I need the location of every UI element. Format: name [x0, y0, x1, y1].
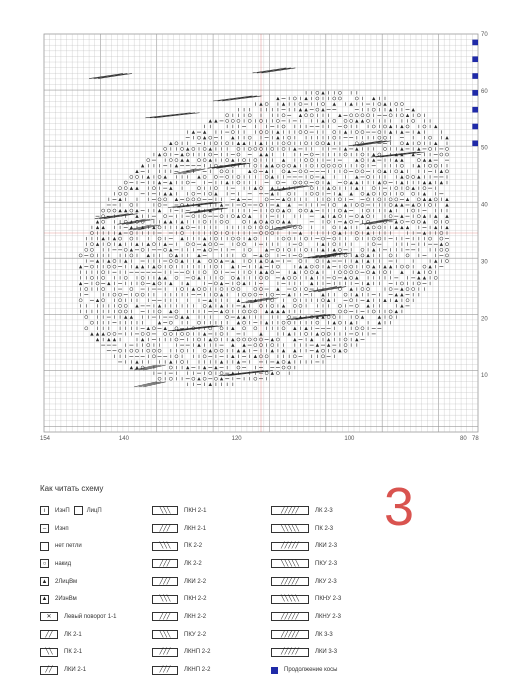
legend-item [271, 537, 341, 555]
legend-item [271, 608, 341, 626]
legend-item [271, 626, 341, 644]
legend-item [152, 502, 210, 520]
legend-label: ЛК 2-1 [64, 631, 82, 638]
legend-column-2 [152, 502, 210, 679]
row-label: 50 [481, 145, 488, 152]
legend-item [40, 502, 116, 520]
legend-label: ЛК 3-3 [315, 631, 333, 638]
legend-item [271, 590, 341, 608]
legend-label: ПКУ 2-3 [315, 560, 338, 567]
continuation-square [472, 124, 478, 130]
page-number: 3 [384, 477, 415, 537]
continuation-square-icon [271, 667, 278, 674]
column-label: 80 [460, 436, 467, 442]
column-label: 140 [118, 436, 129, 442]
legend-label: ЛКНП 2-2 [184, 649, 211, 656]
legend-label: накид [55, 560, 72, 567]
legend [40, 484, 380, 684]
legend-label: ЛКНП 2-2 [184, 667, 211, 674]
cable-symbol-icon: ╱╱╱╱╱ [271, 648, 309, 657]
cable-symbol-icon: ╲╲╲╲╲ [271, 595, 309, 604]
column-labels [40, 436, 479, 442]
cable-symbol-icon: ╱╱╱ [152, 559, 178, 568]
cable-symbol-icon: ╲╲╲╲╲ [271, 524, 309, 533]
yarn-over-symbol-icon: ○ [40, 559, 49, 568]
legend-column-1 [40, 502, 116, 679]
legend-item [40, 608, 116, 626]
row-label: 30 [481, 259, 488, 266]
legend-label: Левый поворот 1-1 [64, 613, 117, 620]
continuation-square [472, 90, 478, 96]
column-label: 100 [344, 436, 355, 442]
cable-symbol-icon: ╱╱╱ [152, 666, 178, 675]
row-label: 20 [481, 316, 488, 323]
cable-symbol-icon: ╱╱ [40, 666, 58, 675]
legend-item [40, 573, 116, 591]
legend-item [152, 644, 210, 662]
legend-label: ИзнП [55, 507, 70, 514]
legend-label: ЛКИ 3-3 [315, 649, 338, 656]
legend-item [271, 502, 341, 520]
legend-label: ЛКН 2-1 [184, 525, 207, 532]
row-labels [481, 32, 488, 379]
cable-symbol-icon: ╱╱╱╱╱ [271, 612, 309, 621]
legend-label: ЛКНУ 2-3 [315, 613, 341, 620]
legend-item [271, 661, 341, 679]
legend-item [152, 608, 210, 626]
row-label: 40 [481, 202, 488, 209]
cable-symbol-icon: ╲╲╲╲╲ [271, 559, 309, 568]
legend-item [40, 644, 116, 662]
cable-symbol-icon: ╱╱╱╱╱ [271, 577, 309, 586]
legend-item [40, 590, 116, 608]
legend-item [40, 661, 116, 679]
legend-label: ПКНУ 2-3 [315, 596, 342, 603]
knit-symbol-icon [74, 506, 83, 515]
legend-item [152, 661, 210, 679]
cable-symbol-icon: ╱╱╱╱╱ [271, 630, 309, 639]
dash-symbol-icon: – [40, 524, 49, 533]
legend-label: ПК 2-1 [64, 649, 83, 656]
legend-label: 2ИзнВм [55, 596, 77, 603]
legend-label: Продолжение косы [284, 667, 338, 674]
legend-item [152, 555, 210, 573]
legend-item [152, 520, 210, 538]
column-label: 120 [231, 436, 242, 442]
legend-item [40, 520, 116, 538]
legend-column-3 [271, 502, 341, 679]
legend-label: ПКН 2-2 [184, 596, 207, 603]
legend-label: нет петли [55, 543, 82, 550]
legend-label: ПКН 2-1 [184, 507, 207, 514]
legend-item [40, 626, 116, 644]
legend-item [152, 537, 210, 555]
legend-label: ЛКИ 2-3 [315, 543, 338, 550]
cable-symbol-icon: ╱╱╱ [152, 612, 178, 621]
k2tog-symbol-icon: ▲ [41, 578, 48, 585]
legend-label: ЛК 2-3 [315, 507, 333, 514]
row-label: 70 [481, 32, 488, 38]
cable-symbol-icon: ╱╱ [40, 630, 58, 639]
cable-symbol-icon: ╲╲╲ [152, 630, 178, 639]
continuation-square [472, 141, 478, 147]
legend-label: 2ЛицВм [55, 578, 78, 585]
legend-item [152, 590, 210, 608]
legend-label: ЛКИ 2-1 [64, 667, 87, 674]
legend-label: ЛКУ 2-3 [315, 578, 337, 585]
legend-label: Изнп [55, 525, 69, 532]
cable-symbol-icon: ╱╱╱╱╱ [271, 506, 309, 515]
legend-item [152, 573, 210, 591]
legend-item [271, 644, 341, 662]
legend-item [271, 520, 341, 538]
continuation-square [472, 40, 478, 46]
cable-symbol-icon: ╲╲╲ [152, 595, 178, 604]
legend-label: ЛКН 2-2 [184, 613, 207, 620]
row-label: 10 [481, 373, 488, 380]
cable-symbol-icon: ╱╱╱ [152, 648, 178, 657]
cable-symbol-icon: ╱╱╱ [152, 524, 178, 533]
legend-item [40, 555, 116, 573]
cable-symbol-icon: ╲╲ [40, 648, 58, 657]
row-label: 60 [481, 88, 488, 95]
continuation-square [472, 56, 478, 62]
legend-label: ПК 2-3 [315, 525, 334, 532]
left-twist-symbol-icon: ✕ [40, 612, 58, 621]
legend-title: Как читать схему [40, 484, 104, 493]
legend-item [271, 555, 341, 573]
no-stitch-symbol-icon [40, 542, 49, 551]
legend-item [271, 573, 341, 591]
legend-label: ПК 2-2 [184, 543, 203, 550]
legend-label: ЛК 2-2 [184, 560, 202, 567]
continuation-square [472, 73, 478, 79]
legend-item [40, 537, 116, 555]
purl-symbol-icon: ı [40, 506, 49, 515]
cable-symbol-icon: ╱╱╱╱╱ [271, 542, 309, 551]
column-label: 78 [472, 436, 479, 442]
cable-symbol-icon: ╲╲╲ [152, 506, 178, 515]
legend-item [152, 626, 210, 644]
p2tog-symbol-icon: ▲ [41, 596, 48, 603]
legend-label: ЛКИ 2-2 [184, 578, 207, 585]
cable-symbol-icon: ╲╲╲ [152, 542, 178, 551]
cable-symbol-icon: ╱╱╱ [152, 577, 178, 586]
legend-label: ПКУ 2-2 [184, 631, 207, 638]
continuation-square [472, 107, 478, 113]
legend-label: ЛицП [86, 507, 102, 514]
column-label: 154 [40, 436, 51, 442]
